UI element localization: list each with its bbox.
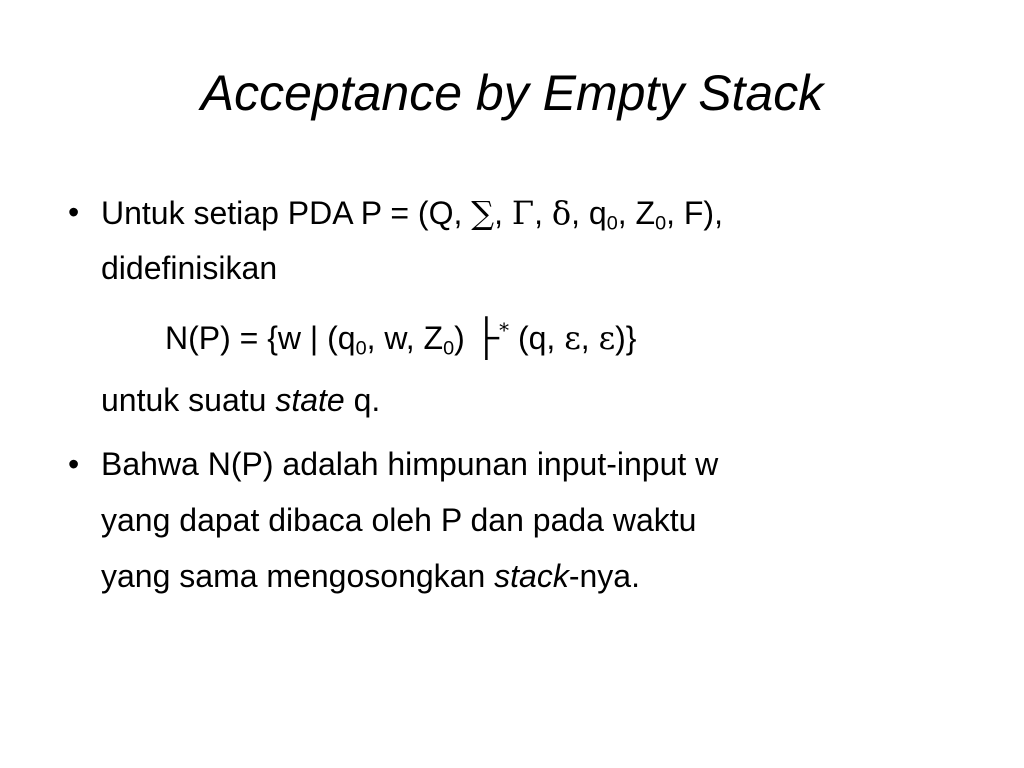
bullet-2-line-2: yang dapat dibaca oleh P dan pada waktu [101, 502, 697, 538]
turnstile-symbol: ├ [473, 316, 500, 357]
stack-italic: stack [494, 558, 569, 594]
formula-q-subscript: 0 [355, 337, 367, 360]
line4-end: q. [344, 382, 381, 418]
formula-line [165, 316, 636, 361]
bullet-2-line-1: Bahwa N(P) adalah himpunan input-input w [101, 446, 719, 482]
z-subscript: 0 [655, 212, 667, 235]
formula-z-subscript: 0 [443, 337, 455, 360]
z-text: , Z [617, 195, 656, 231]
bullet-1-line-2: didefinisikan [101, 250, 278, 286]
formula-sep: , [580, 320, 599, 356]
pda-intro-text: Untuk setiap PDA P = (Q, [101, 195, 472, 231]
formula-after: (q, [509, 320, 565, 356]
bullet-1-line-1 [101, 194, 723, 236]
comma-1: , [494, 195, 512, 231]
bullet-2-line-3 [101, 558, 640, 595]
pda-end-text: , F), [666, 195, 723, 231]
epsilon-symbol-2: ε [598, 319, 616, 357]
formula-end: )} [615, 320, 637, 356]
state-italic: state [275, 382, 345, 418]
formula-close: ) [454, 320, 474, 356]
gamma-symbol: Γ [511, 194, 535, 232]
bullet-2-dot: • [68, 446, 80, 482]
epsilon-symbol-1: ε [564, 319, 581, 357]
formula-start: N(P) = {w | (q [165, 320, 356, 356]
sigma-symbol: ∑ [471, 194, 495, 232]
slide-title: Acceptance by Empty Stack [200, 65, 824, 121]
q-subscript: 0 [606, 212, 618, 235]
formula-mid: , w, Z [366, 320, 444, 356]
comma-2: , [534, 195, 552, 231]
delta-symbol: δ [551, 194, 572, 232]
star-superscript: * [499, 319, 510, 343]
line3-start: yang sama mengosongkan [101, 558, 495, 594]
q-text: , q [571, 195, 607, 231]
bullet-1-line-4 [101, 382, 380, 419]
bullet-1-dot: • [68, 194, 80, 230]
line4-start: untuk suatu [101, 382, 276, 418]
line3-end: -nya. [568, 558, 640, 594]
